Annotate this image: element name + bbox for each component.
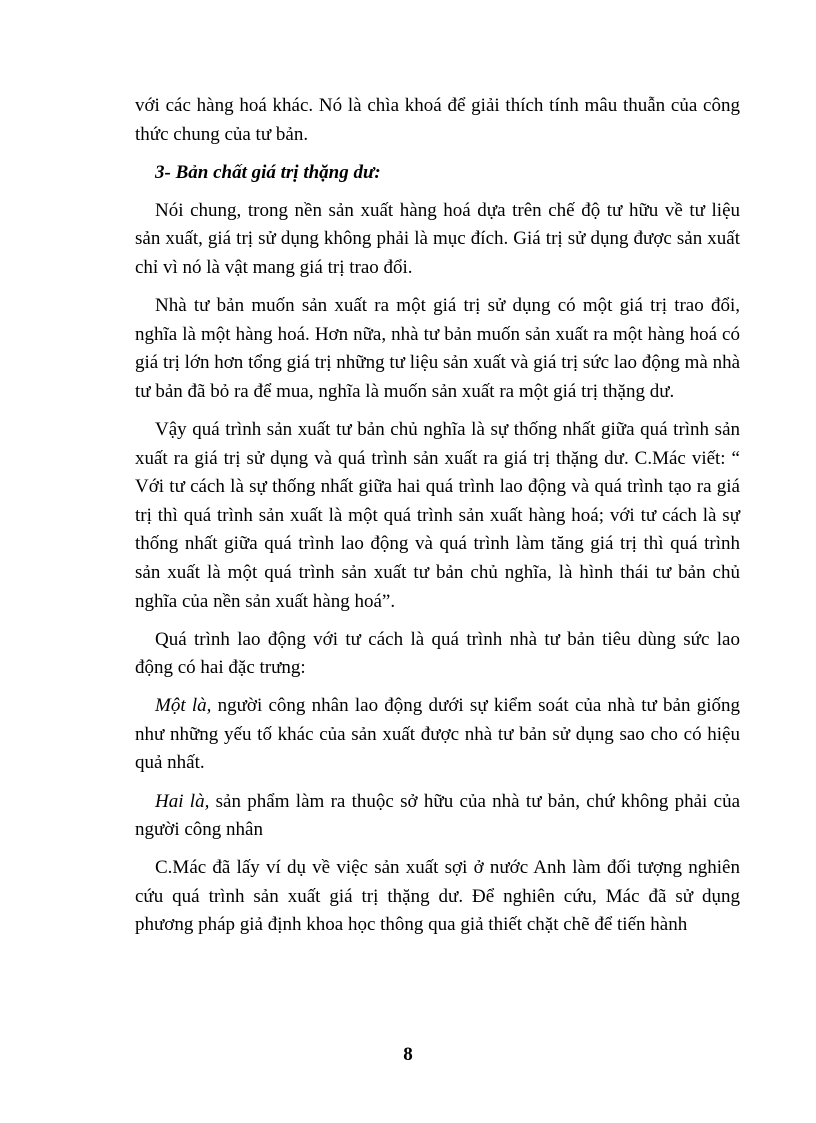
- paragraph-point-two: [135, 788, 740, 845]
- point-two-text: sản phẩm làm ra thuộc sở hữu của nhà tư bản, chứ không phải của người công nhân: [135, 790, 741, 841]
- point-one-lead: Một là,: [155, 695, 212, 717]
- point-one-text: người công nhân lao động dưới sự kiểm soát của nhà tư bản giống như những yếu tố khác của sản xuất được nhà tư bản sử dụng sao cho có hiệu quả nhất.: [135, 695, 741, 774]
- paragraph: Nhà tư bản muốn sản xuất ra một giá trị sử dụng có một giá trị trao đổi, nghĩa là một hàng hoá. Hơn nữa, nhà tư bản muốn sản xuất ra một hàng hoá có giá trị lớn hơn tổng giá trị những tư liệu sản xuất và giá trị sức lao động mà nhà tư bản đã bỏ ra để mua, nghĩa là muốn sản xuất ra một giá trị thặng dư.: [135, 295, 740, 402]
- point-two-lead: Hai là,: [155, 790, 210, 812]
- page-number: 8: [403, 1044, 413, 1065]
- section-heading: 3- Bản chất giá trị thặng dư:: [155, 161, 381, 183]
- paragraph: Nói chung, trong nền sản xuất hàng hoá dựa trên chế độ tư hữu về tư liệu sản xuất, giá trị sử dụng không phải là mục đích. Giá trị sử dụng được sản xuất chỉ vì nó là vật mang giá trị trao đổi.: [135, 199, 740, 278]
- paragraph: C.Mác đã lấy ví dụ về việc sản xuất sợi ở nước Anh làm đối tượng nghiên cứu quá trình sản xuất giá trị thặng dư. Để nghiên cứu, Mác đã sử dụng phương pháp giả định khoa học thông qua giả thiết chặt chẽ để tiến hành: [135, 857, 740, 936]
- paragraph-continuation: với các hàng hoá khác. Nó là chìa khoá để giải thích tính mâu thuẫn của công thức chung của tư bản.: [135, 95, 740, 145]
- paragraph: Quá trình lao động với tư cách là quá trình nhà tư bản tiêu dùng sức lao động có hai đặc trưng:: [135, 628, 740, 679]
- paragraph-point-one: [135, 692, 740, 778]
- document-page: [135, 92, 740, 950]
- paragraph-quote: Vậy quá trình sản xuất tư bản chủ nghĩa là sự thống nhất giữa quá trình sản xuất ra giá trị sử dụng và quá trình sản xuất ra giá trị thặng dư. C.Mác viết: “ Với tư cách là sự thống nhất giữa hai quá trình lao động và quá trình tạo ra giá trị thì quá trình sản xuất là một quá trình sản xuất hàng hoá; với tư cách là sự thống nhất giữa quá trình lao động và quá trình làm tăng giá trị thì quá trình sản xuất là một quá trình sản xuất tư bản chủ nghĩa, là hình thái tư bản chủ nghĩa của nền sản xuất hàng hoá”.: [135, 418, 740, 612]
